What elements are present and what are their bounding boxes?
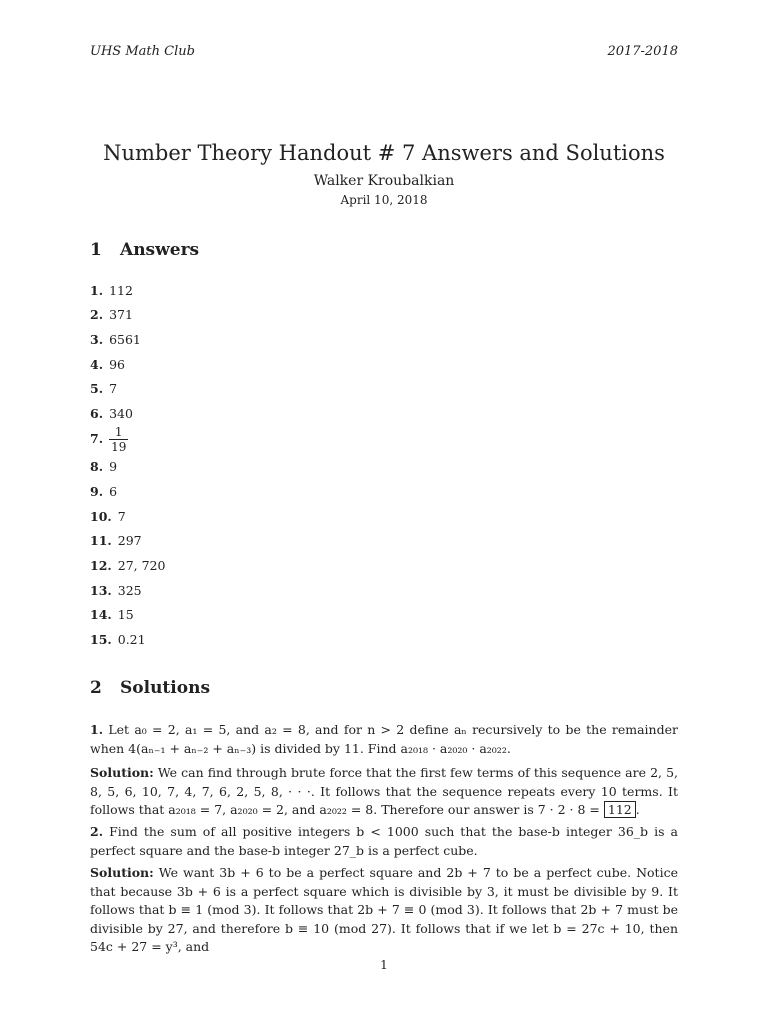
- section-title: Answers: [120, 240, 200, 260]
- answer-value: 15: [117, 607, 134, 622]
- answer-number: 13.: [90, 583, 112, 598]
- section-heading-answers: [90, 240, 199, 260]
- answer-item: [90, 509, 126, 524]
- answer-item: [90, 607, 134, 622]
- running-header-left: UHS Math Club: [90, 44, 195, 59]
- problem-number: 1.: [90, 722, 104, 737]
- problem-number: 2.: [90, 824, 104, 839]
- answer-number: 10.: [90, 509, 112, 524]
- answer-number: 11.: [90, 533, 112, 548]
- answer-number: 2.: [90, 307, 104, 322]
- answer-item: [90, 459, 117, 474]
- section-heading-solutions: [90, 678, 210, 698]
- answer-item: [90, 558, 165, 573]
- answer-value: 6: [109, 484, 118, 499]
- answer-value: 96: [109, 357, 125, 372]
- answer-number: 7.: [90, 431, 104, 446]
- solution-label: Solution:: [90, 865, 154, 880]
- answer-value: 325: [117, 583, 142, 598]
- answer-number: 1.: [90, 283, 104, 298]
- date: April 10, 2018: [340, 193, 428, 207]
- section-number: 1: [90, 240, 102, 260]
- solution-paragraph: [90, 764, 678, 820]
- answer-item: [90, 332, 141, 347]
- answer-fraction: [109, 425, 128, 454]
- author: Walker Kroubalkian: [313, 173, 455, 189]
- running-header-right: 2017-2018: [607, 44, 678, 59]
- answer-number: 3.: [90, 332, 104, 347]
- answer-value: 297: [117, 533, 142, 548]
- problem-text: Find the sum of all positive integers b < 1000 such that the base-b integer 36_b is a perfect square and the base-b integer 27_b is a perfect cube.: [90, 824, 678, 858]
- problem-statement: [90, 721, 678, 758]
- answer-item: [90, 283, 133, 298]
- answer-number: 6.: [90, 406, 104, 421]
- answer-value: 7: [117, 509, 126, 524]
- section-title: Solutions: [120, 678, 211, 698]
- answer-number: 8.: [90, 459, 104, 474]
- page-number: 1: [380, 958, 388, 972]
- answer-item: [90, 484, 117, 499]
- answer-value: 6561: [109, 332, 141, 347]
- answer-value: 340: [109, 406, 133, 421]
- solution-text: We can find through brute force that the first few terms of this sequence are 2, 5, 8, 5, 6, 10, 7, 4, 7, 6, 2, 5, 8, · · ·. It follows that the sequence repeats every 10 terms. It follows that a₂₀₁₈ = 7, a₂₀₂₀ = 2, and a₂₀₂₂ = 8. Therefore our answer is 7 · 2 · 8 =: [90, 765, 678, 817]
- document-title: Number Theory Handout # 7 Answers and Solutions: [103, 141, 665, 165]
- answer-value: 112: [109, 283, 133, 298]
- answer-item: [90, 632, 146, 647]
- solution-paragraph: [90, 864, 678, 957]
- answer-item: [90, 583, 142, 598]
- answer-number: 15.: [90, 632, 112, 647]
- boxed-answer: 112: [604, 801, 636, 818]
- answer-item: [90, 533, 142, 548]
- answer-item: [90, 357, 125, 372]
- answer-item: [90, 425, 128, 454]
- problem-statement: [90, 823, 678, 860]
- section-number: 2: [90, 678, 102, 698]
- answer-item: [90, 307, 133, 322]
- answer-number: 12.: [90, 558, 112, 573]
- answer-value: 9: [109, 459, 118, 474]
- solution-text: We want 3b + 6 to be a perfect square and 2b + 7 to be a perfect cube. Notice that because 3b + 6 is a perfect square which is divisible by 3, it must be divisible by 9. It follows that b ≡ 1 (mod 3). It follows that 2b + 7 ≡ 0 (mod 3). It follows that 2b + 7 must be divisible by 27, and therefore b ≡ 10 (mod 27). It follows that if we let b = 27c + 10, then 54c + 27 = y³, and: [90, 865, 678, 954]
- answer-item: [90, 406, 133, 421]
- answer-number: 14.: [90, 607, 112, 622]
- answer-number: 4.: [90, 357, 104, 372]
- answer-number: 5.: [90, 381, 104, 396]
- solution-end: .: [635, 802, 640, 817]
- answer-value: 371: [109, 307, 133, 322]
- answer-value: 0.21: [117, 632, 146, 647]
- answer-value: 7: [109, 381, 118, 396]
- fraction-numerator: 1: [109, 425, 128, 440]
- answer-item: [90, 381, 117, 396]
- fraction-denominator: 19: [111, 440, 127, 454]
- problem-text: Let a₀ = 2, a₁ = 5, and a₂ = 8, and for n > 2 define aₙ recursively to be the remainder when 4(aₙ₋₁ + aₙ₋₂ + aₙ₋₃) is divided by 11. Find a₂₀₁₈ · a₂₀₂₀ · a₂₀₂₂.: [90, 722, 678, 756]
- solution-label: Solution:: [90, 765, 154, 780]
- answer-value: 27, 720: [117, 558, 166, 573]
- answer-number: 9.: [90, 484, 104, 499]
